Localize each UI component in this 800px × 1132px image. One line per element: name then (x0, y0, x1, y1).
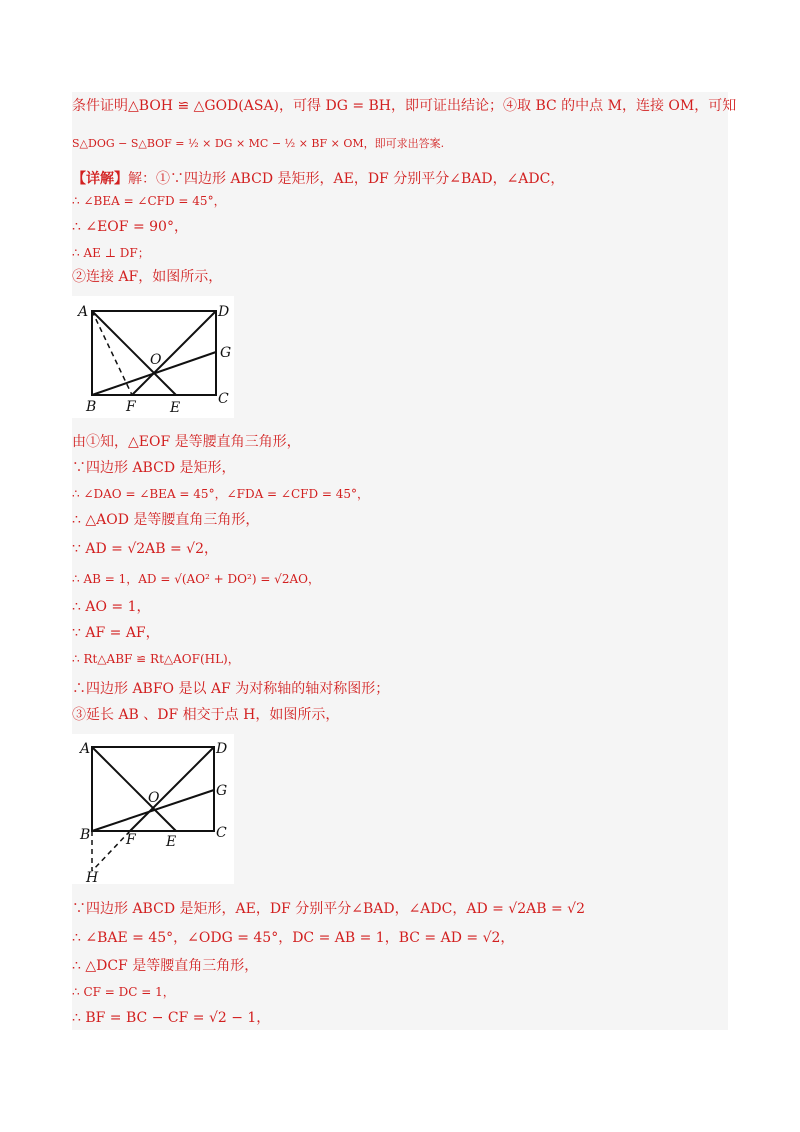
text-line-6: ∴ AE ⊥ DF； (72, 246, 150, 260)
text-line-16: ∴ Rt△ABF ≌ Rt△AOF(HL)， (72, 652, 240, 666)
fig1-label-g: G (220, 345, 232, 361)
fig2-label-b: B (80, 827, 91, 843)
fig2-label-d: D (216, 741, 228, 757)
fig2-label-o: O (148, 790, 160, 806)
text-line-21: ∴ △DCF 是等腰直角三角形， (72, 958, 259, 974)
detail-text: 解：①∵四边形 ABCD 是矩形，AE，DF 分别平分∠BAD，∠ADC， (128, 171, 565, 187)
fig1-label-c: C (218, 391, 229, 407)
figure-rectangle-2 (72, 734, 234, 884)
text-line-7: ②连接 AF，如图所示， (72, 269, 223, 285)
figure-2-drawing (72, 734, 234, 884)
figure-rectangle-1 (72, 296, 234, 418)
text-line-19: ∵四边形 ABCD 是矩形，AE，DF 分别平分∠BAD，∠ADC，AD = √2AB = √2 (72, 901, 585, 917)
text-line-4: ∴ ∠BEA = ∠CFD = 45°， (72, 194, 226, 208)
text-line-20: ∴ ∠BAE = 45°，∠ODG = 45°，DC = AB = 1，BC = AD = √2， (72, 930, 515, 946)
detail-label: 【详解】 (72, 171, 128, 187)
text-line-15: ∵ AF = AF， (72, 625, 160, 641)
figure-1-drawing (72, 296, 234, 418)
text-line-11: ∴ △AOD 是等腰直角三角形， (72, 512, 260, 528)
fig2-label-f: F (126, 832, 136, 848)
text-line-1: 条件证明△BOH ≌ △GOD(ASA)，可得 DG = BH，即可证出结论；④取 BC 的中点 M，连接 OM，可知 (72, 98, 737, 114)
text-line-12: ∵ AD = √2AB = √2， (72, 541, 219, 557)
text-line-9: ∵四边形 ABCD 是矩形， (72, 460, 236, 476)
fig1-label-o: O (150, 352, 162, 368)
fig1-label-a: A (78, 304, 89, 320)
fig1-label-b: B (86, 399, 97, 415)
fig2-label-a: A (80, 741, 91, 757)
text-line-5: ∴ ∠EOF = 90°， (72, 219, 188, 235)
text-line-14: ∴ AO = 1， (72, 599, 151, 615)
text-line-17: ∴四边形 ABFO 是以 AF 为对称轴的轴对称图形； (72, 681, 390, 697)
text-line-8: 由①知，△EOF 是等腰直角三角形， (72, 434, 301, 450)
text-line-2: S△DOG − S△BOF = ½ × DG × MC − ½ × BF × OM，即可求出答案. (72, 137, 445, 150)
fig1-label-d: D (218, 304, 230, 320)
fig2-label-c: C (216, 825, 227, 841)
text-line-13: ∴ AB = 1，AD = √(AO² + DO²) = √2AO， (72, 572, 320, 586)
fig2-label-h: H (86, 870, 99, 884)
text-line-10: ∴ ∠DAO = ∠BEA = 45°，∠FDA = ∠CFD = 45°， (72, 487, 370, 501)
fig1-label-e: E (170, 400, 181, 416)
fig1-label-f: F (126, 399, 136, 415)
text-line-22: ∴ CF = DC = 1， (72, 985, 175, 999)
text-line-23: ∴ BF = BC − CF = √2 − 1， (72, 1010, 271, 1026)
fig2-label-g: G (216, 783, 228, 799)
text-line-18: ③延长 AB 、DF 相交于点 H，如图所示， (72, 707, 340, 723)
fig2-label-e: E (166, 834, 177, 850)
